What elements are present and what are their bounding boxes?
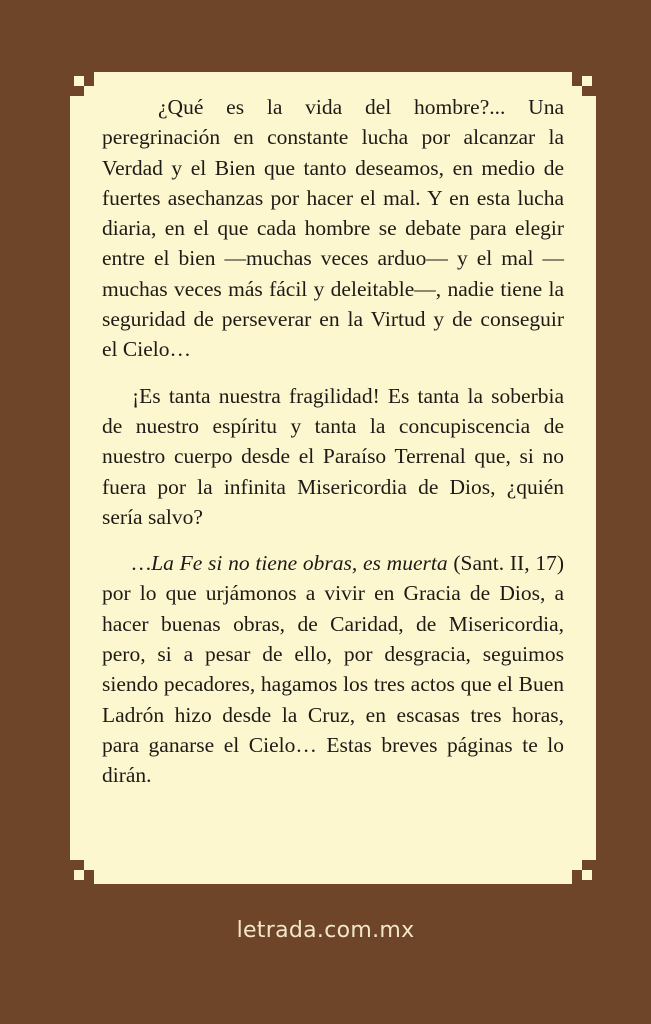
paragraph-3-text: (Sant. II, 17) por lo que urjámonos a vivir en Gracia de Dios, a hacer buenas obras, de Caridad, de Misericordia, pero, si a pesar de ello, por desgracia, seguimos siendo pecadores, hagamos los tres actos que el Buen Ladrón hizo desde la Cruz, en escasas tres horas, para ganarse el Cielo… Estas breves páginas te lo dirán. [102,551,564,788]
paragraph-3 [102,548,564,790]
text-panel [70,72,596,884]
paragraph-1: ¿Qué es la vida del hombre?... Una peregrinación en constante lucha por alcanzar la Verdad y el Bien que tanto deseamos, en medio de fuertes asechanzas por hacer el mal. Y en esta lucha diaria, en el que cada hombre se debate para elegir entre el bien —muchas veces arduo— y el mal —muchas veces más fácil y deleitable—, nadie tiene la seguridad de perseverar en la Virtud y de conseguir el Cielo… [102,95,564,362]
paragraph-2: ¡Es tanta nuestra fragilidad! Es tanta la soberbia de nuestro espíritu y tanta la concupiscencia de nuestro cuerpo desde el Paraíso Terrenal que, si no fuera por la infinita Misericordia de Dios, ¿quién sería salvo? [102,383,564,529]
body-text [102,92,564,807]
corner-ornament [572,72,596,96]
website-link[interactable]: letrada.com.mx [236,918,415,943]
scripture-quote: …La Fe si no tiene obras, es muerta [132,551,448,576]
corner-ornament [70,72,94,96]
corner-ornament [572,860,596,884]
corner-ornament [70,860,94,884]
